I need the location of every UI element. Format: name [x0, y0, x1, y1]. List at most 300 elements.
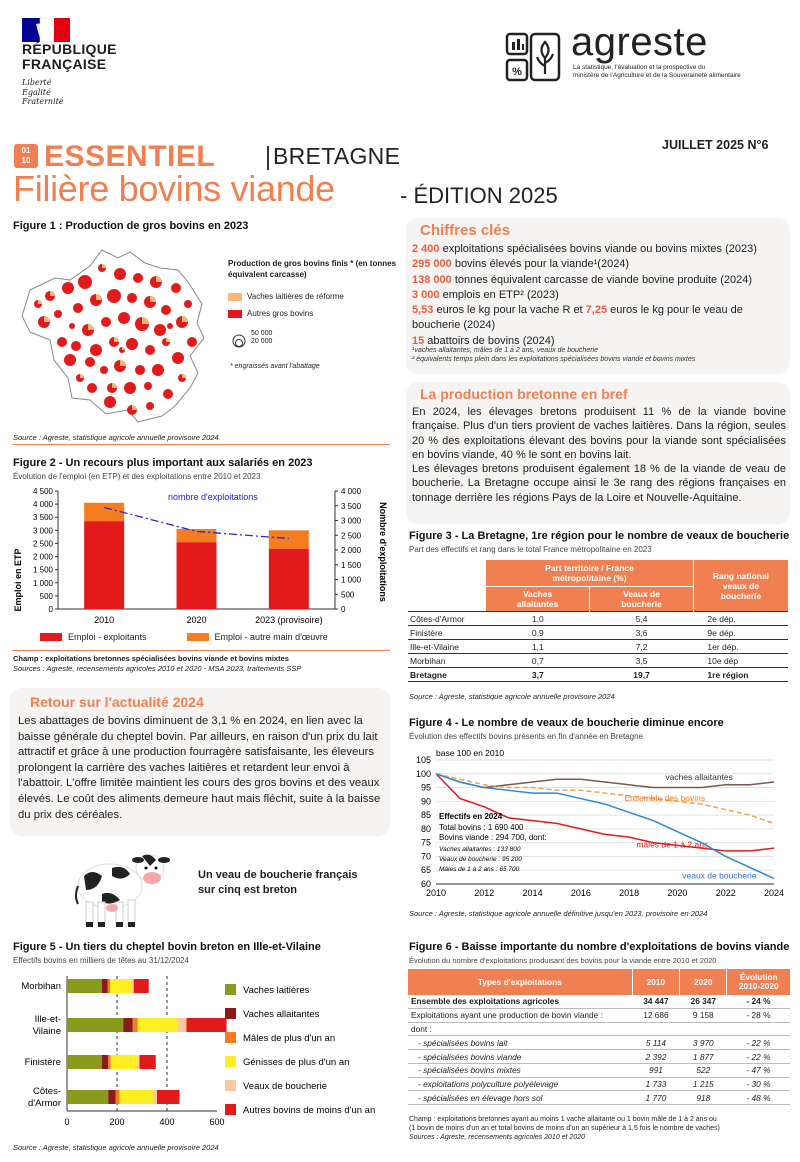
fig5-bar-segment — [67, 979, 102, 993]
fig4-eff-title: Effectifs en 2024 — [439, 812, 503, 821]
map-dot — [100, 366, 108, 374]
fig5-bar-segment — [108, 979, 111, 993]
edition-label: - ÉDITION 2025 — [400, 183, 558, 208]
fig6-cell-2010: 5 114 — [645, 1037, 666, 1048]
fig5-legend-swatch — [225, 984, 236, 995]
fig4-line-vaches-label: vaches allaitantes — [665, 771, 733, 782]
fig3-cell-name: Côtes-d'Armor — [410, 613, 465, 624]
fig5-bar-segment — [138, 1055, 139, 1069]
retour-text: Les abattages de bovins diminuent de 3,1 % en 2024, en lien avec la baisse générale du cheptel bovin. Par ailleurs, en raison d'un prix du lait attractif et grâce à une production fourragère satisfaisante, les éleveurs prolongent la carrière des vaches laitières et retardent leur envoi à l'abattoir. L'offre limitée maintient les cours des gros bovins et des veaux élevés. Le coût des aliments demeure haut mais fléchit, suite à la baisse du prix des céréales. — [18, 715, 381, 821]
fig6-cell-evolution: - 30 % — [746, 1079, 771, 1090]
fig6-cell-2010: 991 — [649, 1065, 663, 1076]
map-dot — [184, 300, 192, 308]
fig5-bar-segment — [111, 1055, 139, 1069]
fig6-note-2: (1 bovin de moins d'un an et total bovins de moins d'un an supérieur à 1,5 fois le nombre de vaches) — [409, 1124, 720, 1132]
fig4-ytick-label: 90 — [420, 796, 431, 807]
fig6-cell-2020: 9 158 — [692, 1010, 714, 1021]
fig2-bar-exploitants — [84, 521, 124, 609]
fig2-xtick-label: 2020 — [186, 615, 207, 625]
map-dot — [114, 268, 126, 280]
map-dot — [152, 364, 164, 376]
fig2-legend-swatch-2 — [187, 633, 209, 641]
fig4-base-label: base 100 en 2010 — [436, 748, 505, 758]
fig2-y2tick-label: 1 500 — [341, 560, 362, 570]
agreste-name: agreste — [571, 20, 708, 64]
chiffres-text-4: emplois en ETP² (2023) — [439, 288, 559, 301]
fig6-head-type: Types d'exploitations — [477, 977, 562, 987]
fig3-row — [408, 612, 788, 626]
fig3-cell-v2: 19,7 — [633, 669, 650, 680]
fig2-bar-exploitants — [269, 549, 309, 609]
fig6-head-2010: 2010 — [632, 969, 679, 995]
fig1-legend-label-2: Autres gros bovins — [247, 309, 314, 318]
cow-illustration — [72, 846, 172, 930]
map-dot — [167, 323, 173, 329]
chiffres-item-4 — [412, 288, 788, 303]
fig2-legend-label-1: Emploi - exploitants — [68, 632, 147, 642]
fig5-bar-segment — [120, 1090, 154, 1104]
fig3-cell-name: Bretagne — [410, 669, 447, 680]
map-dot — [107, 289, 121, 303]
callout-line2: sur cinq est breton — [198, 884, 298, 896]
chiffres-box — [406, 218, 790, 374]
chiffres-item-1 — [412, 242, 788, 257]
fig5-category-label: Finistère — [24, 1057, 61, 1068]
fig1-legend-autres — [228, 309, 313, 318]
map-dot — [127, 293, 137, 303]
map-dot — [144, 382, 152, 390]
fig4-title: Figure 4 - Le nombre de veaux de boucherie diminue encore — [409, 717, 724, 729]
fig6-cell-evolution: - 48 % — [746, 1092, 771, 1103]
fig2-ytick-label: 0 — [48, 605, 53, 614]
fig4-ytick-label: 70 — [420, 851, 431, 862]
fig4-xtick-label: 2014 — [522, 888, 543, 898]
fig6-cell-type: - spécialisées bovins mixtes — [418, 1065, 521, 1076]
fig5-legend-label: Autres bovins de moins d'un an — [243, 1105, 376, 1116]
fig5-xtick-label: 200 — [109, 1117, 125, 1127]
fig3-header-veaux: Veaux de boucherie — [590, 587, 694, 612]
fig2-xtick-label: 2023 (provisoire) — [255, 615, 323, 625]
fig6-head-2020: 2020 — [680, 969, 727, 995]
fig4-eff-viande: Bovins viande : 294 700, dont: — [439, 833, 547, 842]
fig6-cell-type: - spécialisées bovins viande — [418, 1051, 522, 1062]
fig6-cell-2010: 1 770 — [645, 1092, 667, 1103]
fig6-cell-2010: 12 686 — [643, 1010, 669, 1021]
fig4-xtick-label: 2012 — [474, 888, 495, 898]
fig3-table — [408, 560, 788, 682]
essentiel-badge — [14, 144, 38, 168]
fig2-xtick-label: 2010 — [94, 615, 115, 625]
bref-title: La production bretonne en bref — [420, 386, 628, 402]
fig5-bar-segment — [157, 1090, 180, 1104]
fig4-chart — [406, 744, 790, 904]
retour-title: Retour sur l'actualité 2024 — [30, 694, 204, 710]
motto-liberte: Liberté — [22, 78, 52, 87]
fig1-legend-vaches — [228, 292, 344, 301]
rf-line2: FRANÇAISE — [22, 56, 107, 72]
fig5-bar-segment — [110, 979, 131, 993]
fig6-cell-2020: 522 — [696, 1065, 711, 1076]
bref-paragraph-1: En 2024, les élevages bretons produisent 11 % de la viande bovine française. Plus d'un tiers provient de vaches laitières. Dans la région, seules 20 % des exploitations élevant des bovins pour la viande sont spécialisées en bovins viande, 40 % le sont en bovins lait. — [412, 406, 786, 461]
fig2-y2label: Nombre d'exploitations — [378, 502, 388, 602]
fig4-ytick-label: 60 — [420, 879, 431, 889]
fig5-xtick-label: 0 — [64, 1117, 70, 1127]
fig5-category-label: Morbihan — [21, 981, 61, 992]
fig3-cell-v1: 0,9 — [531, 627, 544, 638]
chiffres-euro-text-2: euros le kg pour le veau de boucherie (2024) — [412, 304, 743, 332]
fig3-row — [408, 640, 788, 654]
fig6-head-evolution: Évolution 2010-2020 — [727, 969, 790, 995]
fig2-bar-autre — [84, 503, 124, 521]
map-dot — [64, 354, 76, 366]
fig1-legend-label-1: Vaches laitières de réforme — [247, 292, 344, 301]
map-dot — [73, 303, 83, 313]
fig1-legend-swatch-light — [228, 293, 242, 301]
agreste-logo — [505, 20, 780, 86]
size-circles-icon — [230, 330, 250, 350]
agreste-tagline-1: La statistique, l'évaluation et la prospective du — [573, 64, 706, 71]
fig4-ytick-label: 65 — [420, 865, 431, 876]
fig2-legend-swatch-1 — [40, 633, 62, 641]
fig4-ytick-label: 80 — [420, 823, 431, 834]
bref-paragraph-2: Les élevages bretons produisent également 18 % de la viande de veau de boucherie. La Bretagne occupe ainsi le 3e rang des régions françaises en tonnage derrière les régions Pays de la Loire et Nouvelle-Aquitaine. — [412, 463, 786, 504]
fig2-source: Sources : Agreste, recensements agricoles 2010 et 2020 - MSA 2023, traitements SSP — [13, 664, 302, 673]
chiffres-num-2: 295 000 — [412, 258, 452, 271]
fig4-xtick-label: 2020 — [667, 888, 688, 898]
fig3-cell-v2: 3,5 — [635, 655, 648, 666]
fig5-chart — [10, 968, 395, 1138]
region-divider — [267, 146, 269, 170]
fig5-category-label: Ille-et-Vilaine — [32, 1014, 61, 1037]
fig5-bar-segment — [102, 979, 108, 993]
map-dot — [90, 344, 102, 356]
agreste-icon — [505, 30, 565, 86]
fig4-ytick-label: 105 — [415, 755, 431, 765]
fig2-separator — [12, 650, 390, 651]
fig6-cell-2010: 1 733 — [645, 1079, 667, 1090]
fig6-row — [408, 1077, 790, 1091]
fig5-legend-label: Mâles de plus d'un an — [243, 1033, 336, 1044]
fig3-cell-v2: 3,6 — [635, 627, 648, 638]
callout-line1: Un veau de boucherie français — [198, 869, 358, 881]
fig1-size-legend — [230, 330, 250, 355]
fig5-bar-segment — [116, 1090, 120, 1104]
fig2-legend-label-2: Emploi - autre main d'œuvre — [214, 632, 328, 642]
fig5-xtick-label: 400 — [159, 1117, 175, 1127]
chiffres-abattoirs-num: 15 — [412, 334, 425, 347]
map-dot — [101, 317, 111, 327]
fig4-xtick-label: 2018 — [619, 888, 640, 898]
fig4-eff-m: Mâles de 1 à 2 ans : 65 700 — [439, 866, 520, 873]
fig4-ytick-label: 75 — [420, 837, 431, 848]
retour-box — [10, 688, 390, 836]
fig5-legend-swatch — [225, 1056, 236, 1067]
fig3-cell-rank: 1re région — [707, 669, 749, 680]
fig2-bar-exploitants — [177, 542, 217, 609]
fig4-ytick-label: 95 — [420, 782, 431, 793]
fig3-cell-name: Finistère — [410, 627, 443, 638]
fig6-row — [408, 995, 790, 1008]
map-dot — [133, 273, 143, 283]
fig6-row — [408, 1036, 790, 1050]
fig3-subtitle: Part des effectifs et rang dans le total France métropolitaine en 2023 — [409, 545, 652, 554]
fig1-size-big: 50 000 — [251, 330, 273, 337]
fig6-cell-type: dont : — [411, 1023, 432, 1034]
fig5-bar-segment — [108, 1055, 111, 1069]
map-dot — [78, 275, 92, 289]
fig1-note: * engraissés avant l'abattage — [230, 363, 320, 370]
fig2-note: Champ : exploitations bretonnes spécialisées bovins viande et bovins mixtes — [13, 654, 289, 663]
fig5-legend-swatch — [225, 1080, 236, 1091]
fig2-line-label: nombre d'exploitations — [168, 492, 258, 502]
fig6-cell-2010 — [632, 1022, 679, 1036]
fig3-cell-rank: 2e dép. — [707, 613, 736, 624]
fig6-table — [408, 969, 790, 1105]
map-dot — [85, 357, 95, 367]
fig4-ytick-label: 100 — [415, 768, 431, 779]
map-dot — [118, 312, 130, 324]
chiffres-text-2: bovins élevés pour la viande¹(2024) — [451, 258, 630, 271]
chiffres-item-2 — [412, 257, 788, 272]
chiffres-item-euros — [412, 303, 788, 334]
fig1-size-small: 20 000 — [251, 338, 273, 345]
region-label: BRETAGNE — [273, 143, 401, 169]
fig3-cell-name: Morbihan — [410, 655, 446, 666]
map-dot — [104, 396, 116, 408]
fig5-bar-segment — [187, 1018, 227, 1032]
fig5-bar-segment — [102, 1055, 108, 1069]
fig2-title: Figure 2 - Un recours plus important aux salariés en 2023 — [13, 457, 313, 469]
map-dot — [187, 337, 197, 347]
fig2-y2tick-label: 3 500 — [341, 501, 362, 511]
fig6-cell-type: - exploitations polyculture polyélevage — [418, 1079, 559, 1090]
bref-box — [406, 382, 790, 524]
fig2-ytick-label: 3 500 — [32, 513, 53, 523]
chiffres-num-3: 138 000 — [412, 273, 452, 286]
fig6-cell-2010: 34 447 — [643, 996, 669, 1007]
fig2-subtitle: Évolution de l'emploi (en ETP) et des exploitations entre 2010 et 2023 — [13, 472, 261, 481]
fig3-cell-v1: 0,7 — [531, 655, 544, 666]
fig4-eff-total: Total bovins : 1 690 400 — [439, 823, 524, 832]
fig4-subtitle: Évolution des effectifs bovins présents en fin d'année en Bretagne — [409, 732, 643, 741]
fig5-legend-label: Vaches allaitantes — [243, 1009, 320, 1020]
fig6-row — [408, 1091, 790, 1105]
map-dot — [135, 365, 145, 375]
fig2-ylabel: Emploi en ETP — [13, 548, 23, 612]
fig6-cell-evolution: - 47 % — [746, 1065, 771, 1076]
fig3-cell-v2: 7,2 — [635, 641, 648, 652]
fig5-bar-segment — [108, 1090, 116, 1104]
fig2-y2tick-label: 1 000 — [341, 575, 362, 585]
fig2-ytick-label: 3 000 — [32, 526, 53, 536]
fig5-legend-label: Vaches laitières — [243, 985, 310, 996]
motto-egalite: Égalité — [22, 87, 51, 97]
fig4-line-veaux-label: veaux de boucherie — [682, 870, 757, 881]
fig6-cell-2020: 1 215 — [692, 1079, 714, 1090]
fig5-legend-label: Génisses de plus d'un an — [243, 1057, 350, 1068]
fig2-y2tick-label: 4 000 — [341, 487, 362, 496]
fig5-title: Figure 5 - Un tiers du cheptel bovin breton en Ille-et-Vilaine — [13, 941, 321, 953]
fig4-ytick-label: 85 — [420, 810, 431, 821]
chiffres-title: Chiffres clés — [420, 222, 511, 239]
fig6-cell-2020: 918 — [696, 1092, 711, 1103]
fig2-chart — [10, 482, 390, 652]
fig3-title: Figure 3 - La Bretagne, 1re région pour le nombre de veaux de boucherie — [409, 530, 790, 542]
map-dot — [62, 282, 74, 294]
fig4-xtick-label: 2010 — [425, 888, 447, 898]
fig5-bar-segment — [67, 1090, 108, 1104]
fig6-cell-evolution: - 22 % — [746, 1051, 771, 1062]
chiffres-euro-text-1: euros le kg pour la vache R et — [433, 304, 586, 317]
fig2-ytick-label: 4 500 — [32, 487, 53, 496]
fig3-cell-rank: 1er dép. — [707, 641, 739, 652]
map-dot — [163, 389, 173, 399]
fig4-xtick-label: 2024 — [763, 888, 785, 898]
fig5-bar-segment — [140, 1055, 156, 1069]
fig5-legend-label: Veaux de boucherie — [243, 1081, 327, 1092]
fig2-y2tick-label: 0 — [341, 605, 346, 614]
fig2-y2tick-label: 2 500 — [341, 531, 362, 541]
fig4-eff-va: Vaches allaitantes : 133 800 — [439, 846, 521, 853]
fig2-y2tick-label: 500 — [341, 590, 355, 600]
chiffres-euro-2: 7,25 — [585, 304, 608, 317]
fig6-cell-evolution: - 24 % — [746, 996, 771, 1007]
fig6-cell-type: - spécialisées en élevage hors sol — [418, 1092, 543, 1103]
fig5-category-label: Côtes-d'Armor — [28, 1086, 61, 1109]
fig6-row — [408, 1050, 790, 1064]
fig6-row — [408, 1063, 790, 1077]
fig1-title: Figure 1 : Production de gros bovins en 2023 — [13, 220, 249, 232]
fig5-xtick-label: 600 — [209, 1117, 225, 1127]
fig1-legend-swatch-red — [228, 310, 242, 318]
chiffres-footnote-1: ¹vaches allaitantes, mâles de 1 à 2 ans, veaux de boucherie — [412, 347, 599, 354]
fig6-cell-evolution: - 22 % — [746, 1037, 771, 1048]
fig5-bar-segment — [133, 1018, 138, 1032]
fig4-eff-vb: Veaux de boucherie : 95 200 — [439, 856, 522, 863]
motto-fraternite: Fraternité — [22, 97, 64, 106]
fig3-header-vaches: Vaches allaitantes — [486, 587, 590, 612]
map-dot — [69, 323, 75, 329]
chiffres-euro-1: 5,53 — [412, 304, 434, 317]
chiffres-text-1: exploitations spécialisées bovins viande ou bovins mixtes (2023) — [439, 243, 757, 255]
fig6-cell-2020: 1 877 — [692, 1051, 714, 1062]
fig2-bar-autre — [269, 530, 309, 548]
fig4-line-ensemble-label: Ensemble des bovins — [624, 792, 706, 803]
fig2-y2tick-label: 2 000 — [341, 546, 362, 555]
fig3-cell-name: Ille-et-Vilaine — [410, 641, 459, 652]
fig6-cell-type: Exploitations ayant une production de bovin viande : — [411, 1010, 603, 1021]
map-dot — [126, 338, 138, 350]
map-dot — [54, 310, 62, 318]
fig5-bar-segment — [138, 1018, 178, 1032]
map-dot — [154, 324, 166, 336]
fig4-source: Source : Agreste, statistique agricole annuelle définitive jusqu'en 2023, provisoire en 2024 — [409, 909, 708, 918]
cow-icon — [72, 846, 172, 930]
main-title: Filière bovins viande — [13, 168, 335, 209]
fig6-source: Sources : Agreste, recensements agricoles 2010 et 2020 — [409, 1133, 586, 1141]
fig5-bar-segment — [153, 1090, 157, 1104]
essentiel-label: ESSENTIEL — [44, 140, 216, 173]
fig6-subtitle: Évolution du nombre d'exploitations produisant des bovins pour la viande entre 2010 et 2020 — [409, 956, 717, 965]
fig5-legend-swatch — [225, 1032, 236, 1043]
fig3-row — [408, 654, 788, 668]
fig5-bar-segment — [134, 979, 149, 993]
fig3-cell-v1: 1,1 — [531, 641, 544, 652]
fig5-legend-swatch — [225, 1104, 236, 1115]
map-dot — [145, 345, 155, 355]
essentiel-badge-digits: 01 10 — [21, 146, 31, 165]
fig6-cell-2020 — [680, 1022, 727, 1036]
fig5-bar-segment — [123, 1018, 133, 1032]
fig2-ytick-label: 1 000 — [32, 578, 53, 588]
chiffres-text-3: tonnes équivalent carcasse de viande bovine produite (2024) — [451, 273, 753, 286]
fig1-source: Source : Agreste, statistique agricole annuelle provisoire 2024 — [13, 433, 219, 442]
fig3-cell-v2: 5,4 — [635, 613, 648, 624]
fig5-source: Source : Agreste, statistique agricole annuelle provisoire 2024 — [13, 1143, 219, 1152]
map-dot — [124, 382, 136, 394]
map-dot — [71, 341, 81, 351]
fig6-cell-type: Ensemble des exploitations agricoles — [411, 996, 560, 1007]
map-dot — [161, 305, 171, 315]
map-dot — [171, 283, 181, 293]
map-dot — [172, 352, 184, 364]
fig1-separator — [12, 444, 390, 445]
fig4-xtick-label: 2022 — [715, 888, 736, 898]
fig6-row — [408, 1022, 790, 1036]
fig2-ytick-label: 1 500 — [32, 565, 53, 575]
fig3-row — [408, 668, 788, 682]
fig6-cell-2010: 2 392 — [645, 1051, 667, 1062]
fig5-bar-segment — [67, 1018, 123, 1032]
rf-line1: RÉPUBLIQUE — [22, 41, 117, 57]
fig3-cell-v1: 3,7 — [531, 669, 544, 680]
fig2-ytick-label: 2 500 — [32, 539, 53, 549]
issue-date: JUILLET 2025 N°6 — [662, 138, 769, 152]
fig5-legend-swatch — [225, 1008, 236, 1019]
fig1-legend-title: Production de gros bovins finis * (en tonnes équivalent carcasse) — [228, 259, 397, 279]
fig3-cell-rank: 10e dép — [707, 655, 739, 666]
fig3-cell-rank: 9e dép. — [707, 627, 736, 638]
fig5-bar-segment — [178, 1018, 187, 1032]
fig3-header-rank: Rang national veaux de boucherie — [693, 560, 788, 612]
fig1-map — [10, 238, 220, 428]
fig2-y2tick-label: 3 000 — [341, 516, 362, 526]
fig5-bar-segment — [131, 979, 134, 993]
fig3-cell-v1: 1,0 — [531, 613, 544, 624]
fig2-ytick-label: 500 — [39, 591, 53, 601]
fig3-source: Source : Agreste, statistique agricole annuelle provisoire 2024 — [409, 692, 615, 701]
fig6-cell-evolution — [727, 1022, 790, 1036]
fig6-cell-evolution: - 28 % — [746, 1010, 771, 1021]
map-dot — [57, 337, 67, 347]
fig5-bar-segment — [67, 1055, 102, 1069]
chiffres-item-3 — [412, 273, 788, 288]
map-dot — [87, 383, 97, 393]
fig3-header-group: Part territoire / France métropolitaine (%) — [486, 560, 693, 587]
fig2-ytick-label: 4 000 — [32, 500, 53, 510]
fig4-line-males-label: mâles de 1 à 2 ans — [636, 839, 709, 850]
fig5-subtitle: Effectifs bovins en milliers de têtes au 31/12/2024 — [13, 956, 189, 965]
fig2-bar-autre — [177, 529, 217, 542]
fig6-cell-2020: 3 970 — [692, 1037, 714, 1048]
map-dot — [146, 402, 154, 410]
fig4-xtick-label: 2016 — [570, 888, 591, 898]
agreste-tagline-2: ministère de l'Agriculture et de la Souveraineté alimentaire — [573, 72, 741, 79]
chiffres-footnote-2: ² équivalents temps plein dans les exploitations spécialisées bovins viande et bovins mixtes — [412, 355, 696, 363]
svg-text:%: % — [512, 66, 522, 78]
fig3-row — [408, 626, 788, 640]
chiffres-num-4: 3 000 — [412, 288, 440, 301]
